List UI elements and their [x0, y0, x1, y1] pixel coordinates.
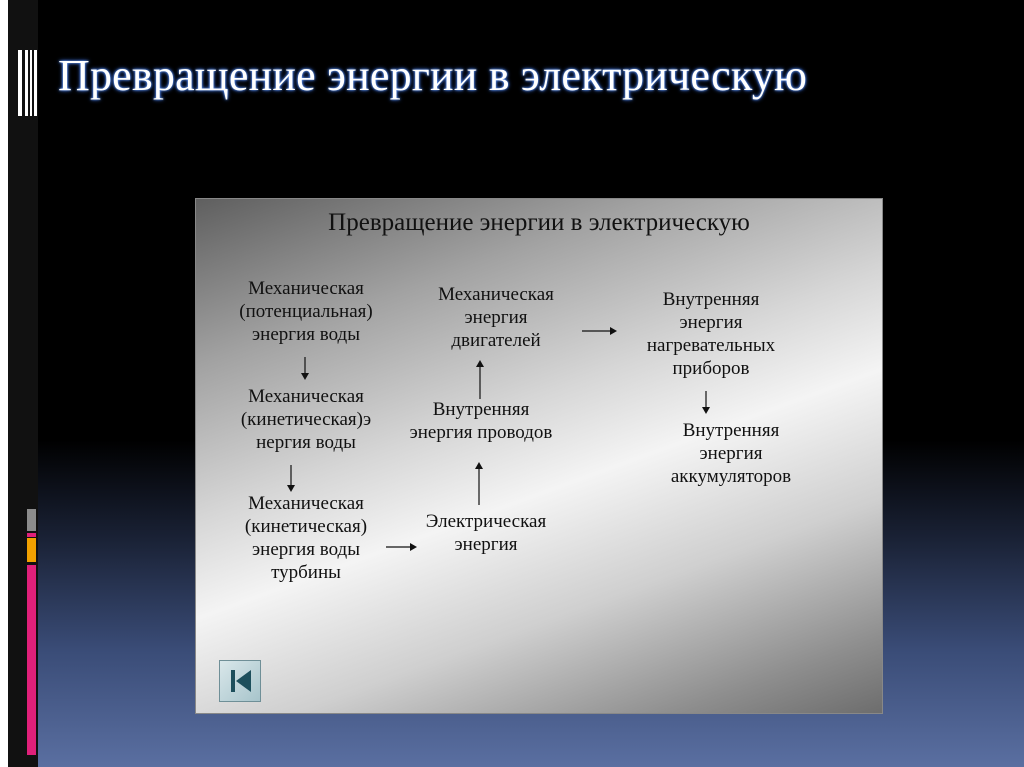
arrow-wires-to-engines [475, 359, 485, 399]
arrow-turbine-to-electric [386, 542, 418, 552]
arrow-potential-to-kinetic [300, 357, 310, 381]
diagram-title: Превращение энергии в электрическую [328, 209, 750, 236]
deco-bar-pink [27, 565, 36, 755]
node-mech-potential-water: Механическая (потенциальная) энергия воды [239, 278, 373, 345]
arrow-kinetic-to-turbine [286, 465, 296, 493]
arrow-electric-to-wires [474, 461, 484, 505]
deco-bar-pink-top [27, 533, 36, 537]
node-internal-wires: Внутренняя энергия проводов [409, 399, 553, 443]
node-internal-batteries: Внутренняя энергия аккумуляторов [670, 420, 792, 487]
title-stripes-decoration [18, 50, 38, 116]
deco-bar-gray [27, 509, 36, 531]
node-mech-kinetic-turbine: Механическая (кинетическая) энергия воды турбины [244, 493, 368, 583]
left-frame [0, 0, 38, 767]
slide-title: Превращение энергии в электрическую [58, 51, 808, 100]
back-to-start-icon [220, 661, 260, 701]
node-electric-energy: Электрическая энергия [425, 511, 547, 555]
back-to-start-button[interactable] [219, 660, 261, 702]
diagram-panel [195, 198, 883, 714]
node-internal-heaters: Внутренняя энергия нагревательных приборов [646, 289, 776, 379]
arrow-engines-to-heaters [582, 326, 618, 336]
deco-bar-orange [27, 538, 36, 562]
arrow-heaters-to-batteries [701, 391, 711, 415]
node-mech-kinetic-water: Механическая (кинетическая)э нергия воды [240, 386, 372, 453]
node-mech-engines: Механическая энергия двигателей [438, 284, 554, 351]
